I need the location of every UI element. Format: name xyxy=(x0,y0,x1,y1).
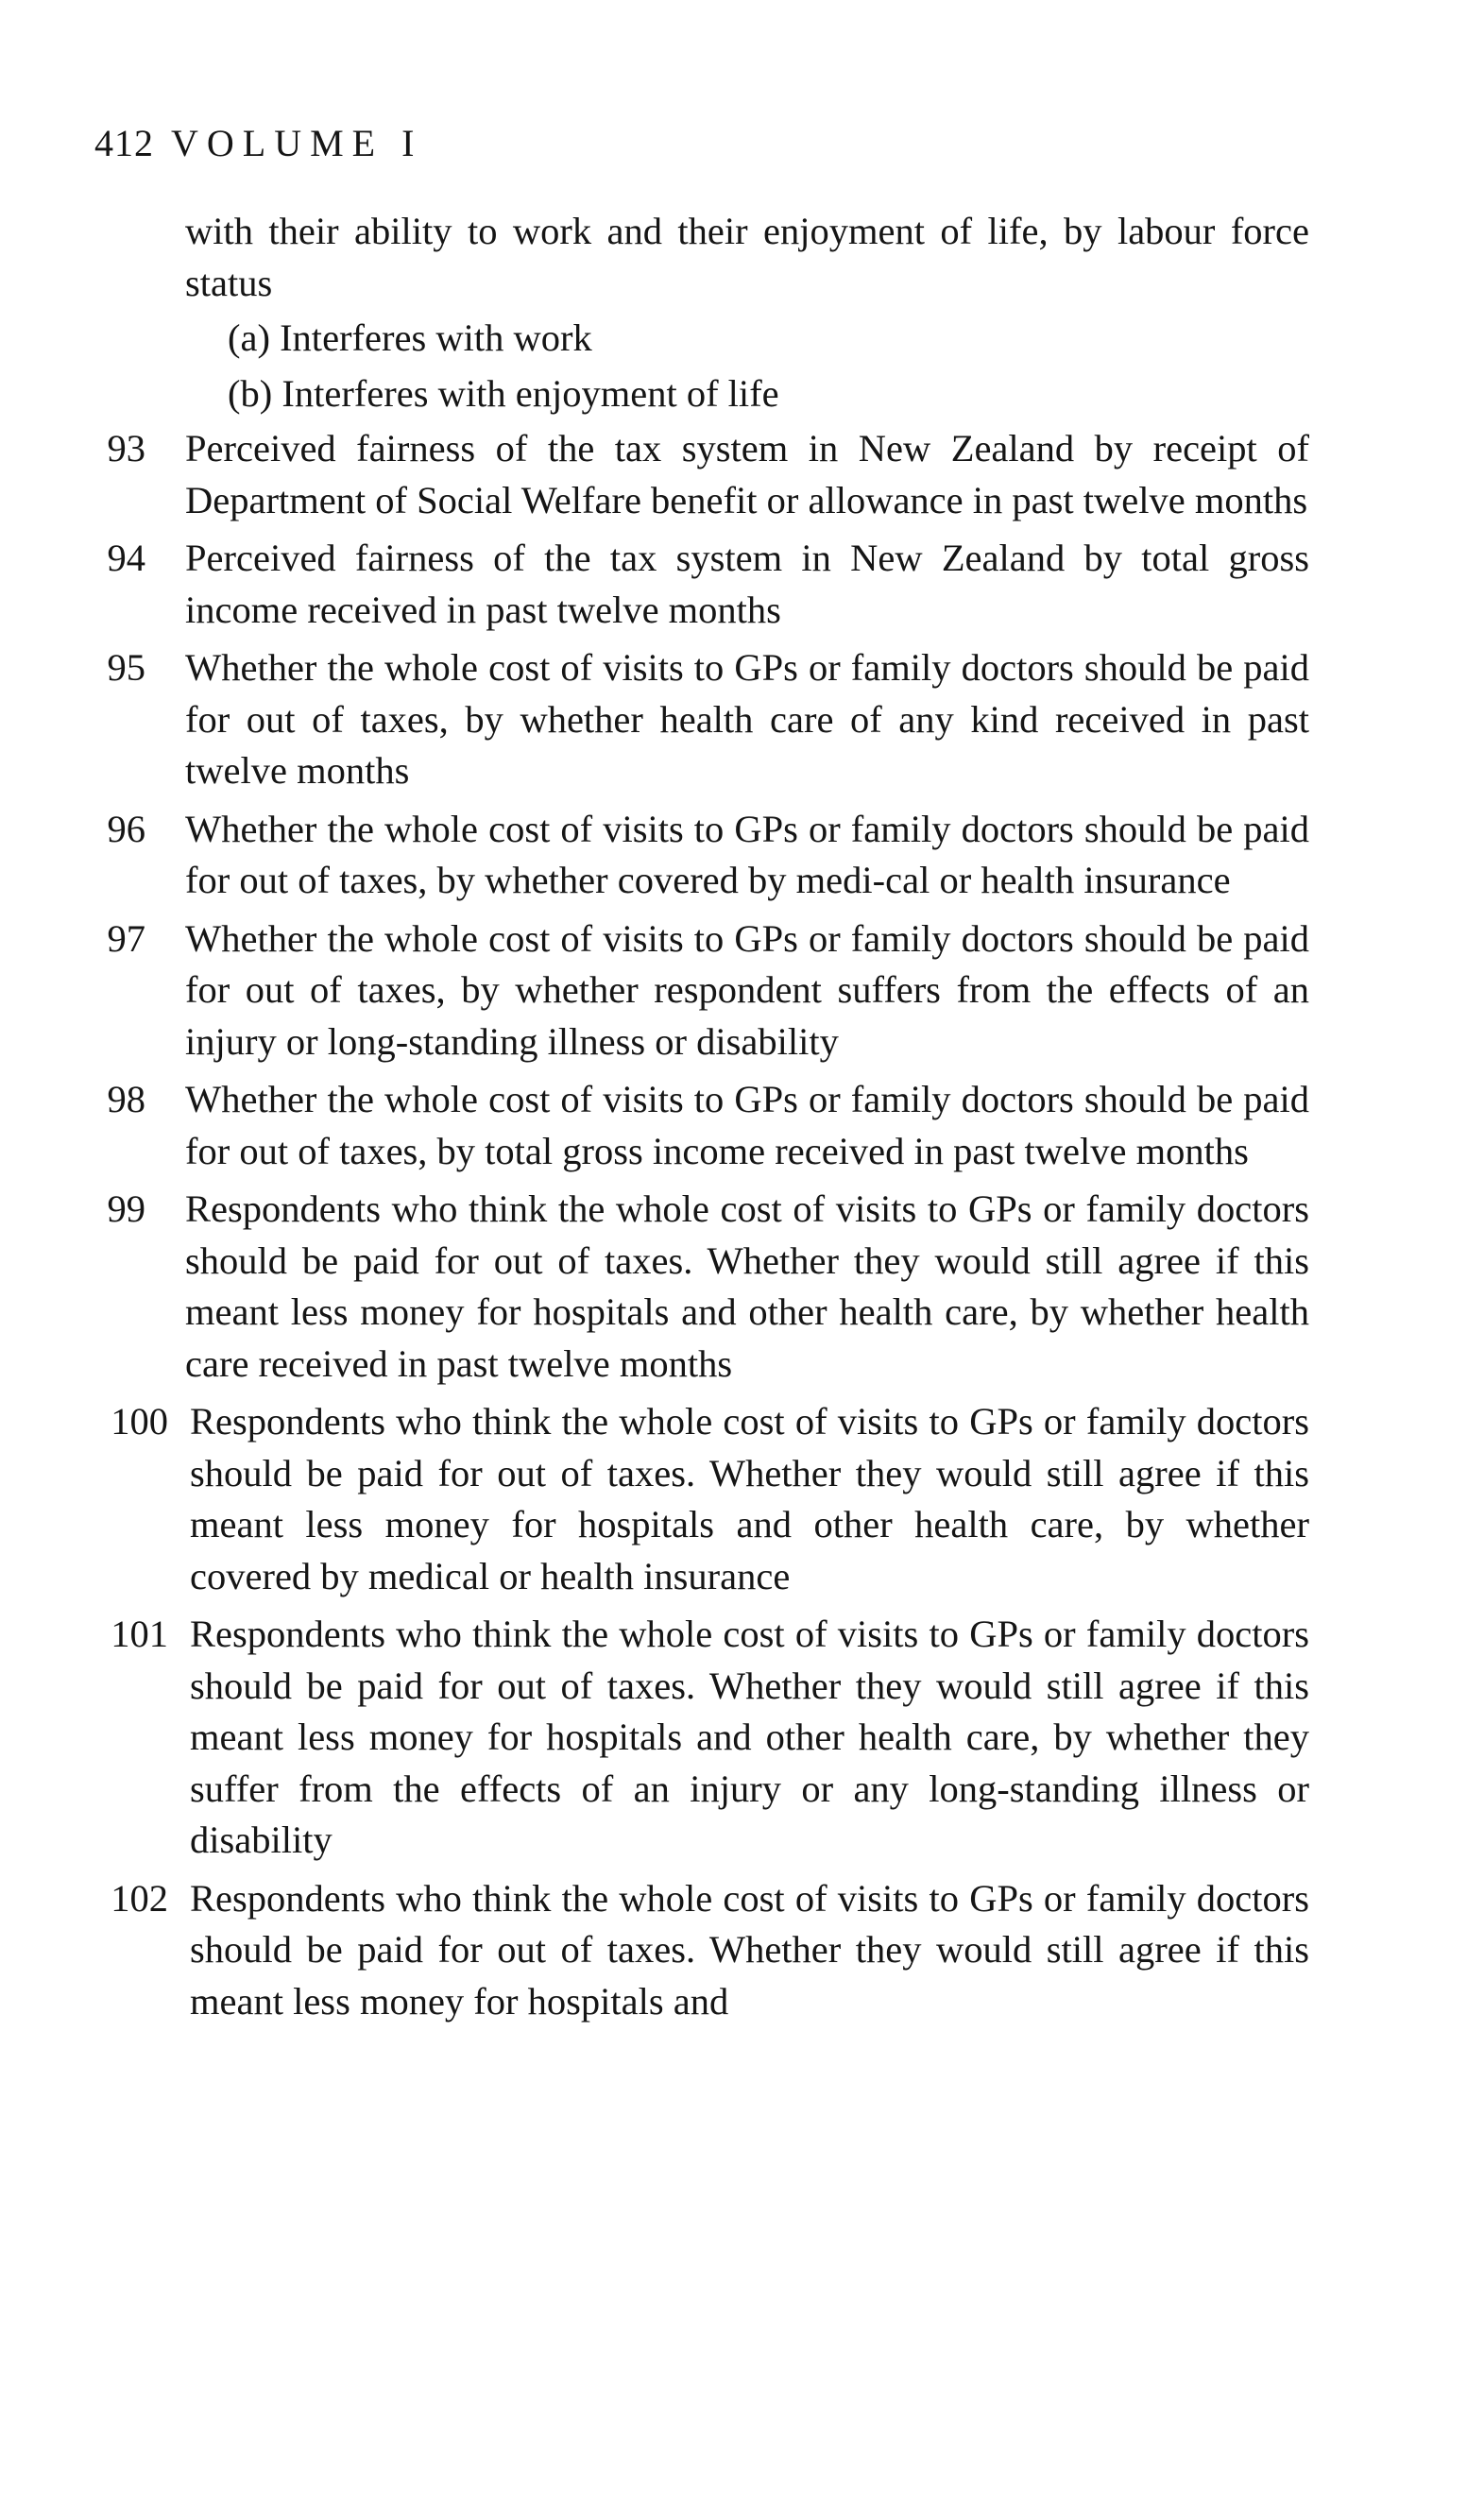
item-text: Whether the whole cost of visits to GPs or family doctors should be paid for out of taxes, by whether health care of any kind received in past twelve months xyxy=(185,646,1309,792)
item-number: 98 xyxy=(107,1078,145,1120)
item-text: Perceived fairness of the tax system in New Zealand by receipt of Department of Social Welfare benefit or allowance in past twelve months xyxy=(185,427,1309,521)
item-text: Perceived fairness of the tax system in New Zealand by total gross income received in past twelve months xyxy=(185,537,1309,631)
list-item xyxy=(91,642,1309,797)
item-number: 100 xyxy=(111,1400,168,1443)
table-list xyxy=(91,206,1309,2034)
list-item xyxy=(91,1396,1309,1602)
item-text: Whether the whole cost of visits to GPs or family doctors should be paid for out of taxes, by whether respondent suffers from the effects of an injury or long-standing illness or disability xyxy=(185,916,1309,1063)
item-number: 102 xyxy=(111,1876,168,1920)
item-number: 96 xyxy=(107,807,145,850)
running-header xyxy=(94,121,422,166)
item-number: 95 xyxy=(107,646,145,689)
list-item xyxy=(91,1184,1309,1390)
page-number: 412 xyxy=(94,122,154,164)
subitem-b: (b) Interferes with enjoyment of life xyxy=(228,371,779,415)
item-text: Respondents who think the whole cost of visits to GPs or family doctors should be paid for out of taxes. Whether they would still agree if this meant less money for hospitals and other health care, by whether health care received in past twelve months xyxy=(185,1187,1309,1385)
item-text: Respondents who think the whole cost of visits to GPs or family doctors should be paid for out of taxes. Whether they would still agree if this meant less money for hospitals and xyxy=(190,1876,1309,2023)
list-item xyxy=(91,1074,1309,1177)
list-item xyxy=(91,1873,1309,2028)
item-number: 94 xyxy=(107,537,145,579)
list-item xyxy=(91,1609,1309,1867)
continued-entry-text: with their ability to work and their enjoyment of life, by labour force status xyxy=(185,210,1309,304)
item-number: 93 xyxy=(107,427,145,470)
list-item xyxy=(91,804,1309,907)
list-item xyxy=(91,423,1309,526)
item-text: Respondents who think the whole cost of visits to GPs or family doctors should be paid for out of taxes. Whether they would still agree if this meant less money for hospitals and other health care, by whether they suffer from the effects of an injury or any long-standing illness or disability xyxy=(190,1613,1309,1861)
subitem-a: (a) Interferes with work xyxy=(228,316,592,359)
item-number: 97 xyxy=(107,916,145,960)
volume-label: VOLUME I xyxy=(171,122,423,164)
item-number: 101 xyxy=(111,1613,168,1655)
item-number: 99 xyxy=(107,1187,145,1230)
item-text: Whether the whole cost of visits to GPs or family doctors should be paid for out of taxes, by whether covered by medi-cal or health insurance xyxy=(185,807,1309,901)
list-item xyxy=(91,914,1309,1068)
item-text: Respondents who think the whole cost of visits to GPs or family doctors should be paid for out of taxes. Whether they would still agree if this meant less money for hospitals and other health care, by whether covered by medical or health insurance xyxy=(190,1400,1309,1597)
item-text: Whether the whole cost of visits to GPs or family doctors should be paid for out of taxes, by total gross income received in past twelve months xyxy=(185,1078,1309,1172)
list-item xyxy=(91,533,1309,636)
